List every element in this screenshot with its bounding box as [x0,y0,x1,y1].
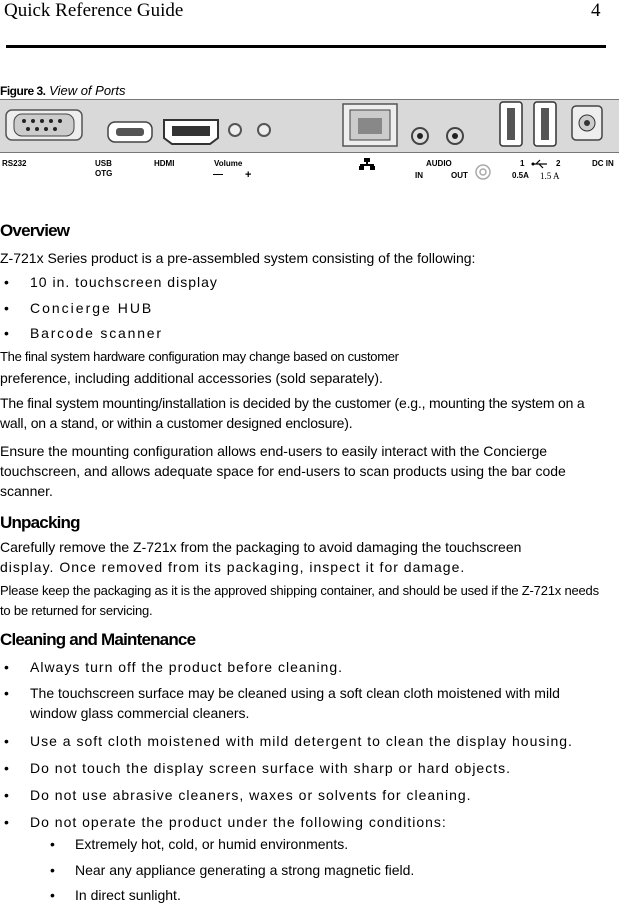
port-label-hdmi: HDMI [154,159,175,168]
figure-label: Figure 3. [0,84,46,98]
port-label-rs232: RS232 [2,159,27,168]
bullet: • [4,760,10,776]
ground-symbol-icon [474,163,492,181]
bullet: • [4,274,10,290]
header-title: Quick Reference Guide [4,0,184,21]
bullet: • [50,836,55,852]
bullet: • [4,300,11,316]
port-label-usb: USB [95,159,112,168]
bullet: • [4,685,9,701]
port-label-audio: AUDIO [426,159,452,168]
overview-para2: The final system mounting/installation is decided by the customer (e.g., mounting the system on a wall, on a stand, or within a customer designed enclosure). [0,395,585,431]
bullet: • [4,325,11,341]
figure-caption [0,83,126,98]
ports-panel-image [0,99,619,153]
bullet: • [4,787,10,803]
port-label-usb-1: 1 [520,159,525,168]
port-label-volume: Volume [214,159,243,168]
cleaning-heading: Cleaning and Maintenance [0,630,196,649]
overview-para1-line1: The final system hardware configuration may change based on customer [0,349,399,364]
page-number: 4 [591,0,601,21]
overview-para3: Ensure the mounting configuration allows end-users to easily interact with the Concierge touchscreen, and allows adequate space for end-users to scan products using the bar code scanner. [0,443,566,499]
port-label-dc-in: DC IN [592,159,614,168]
network-icon [359,158,375,170]
bullet: • [4,733,10,749]
bullet: • [4,659,10,675]
bullet: • [50,887,55,903]
figure-caption-text: View of Ports [49,83,126,98]
port-label-audio-out: OUT [451,171,468,180]
unpacking-para1: Carefully remove the Z-721x from the packaging to avoid damaging the touchscreen display. Once removed from its packaging, inspect it for damage. [0,539,522,575]
port-label-usb-2: 2 [556,159,561,168]
usb-icon [531,159,549,169]
port-label-volume-plus: + [245,169,252,181]
unpacking-para2: Please keep the packaging as it is the approved shipping container, and should be used if the Z-721x needs to be returned for servicing. [0,583,599,618]
bullet: • [4,814,10,830]
bullet: • [50,862,55,878]
unpacking-heading: Unpacking [0,513,80,532]
port-label-otg: OTG [95,169,113,178]
port-label-audio-in: IN [415,171,423,180]
port-label-volume-minus: — [213,169,223,180]
ports-illustration [0,100,619,152]
overview-heading: Overview [0,221,70,240]
header-rule [6,45,606,48]
port-label-usb-15a: 1.5 A [540,171,560,181]
overview-intro: Z-721x Series product is a pre-assembled system consisting of the following: [0,250,476,266]
overview-para1-line2: preference, including additional accessories (sold separately). [0,370,383,386]
port-label-usb-05a: 0.5A [512,171,529,180]
